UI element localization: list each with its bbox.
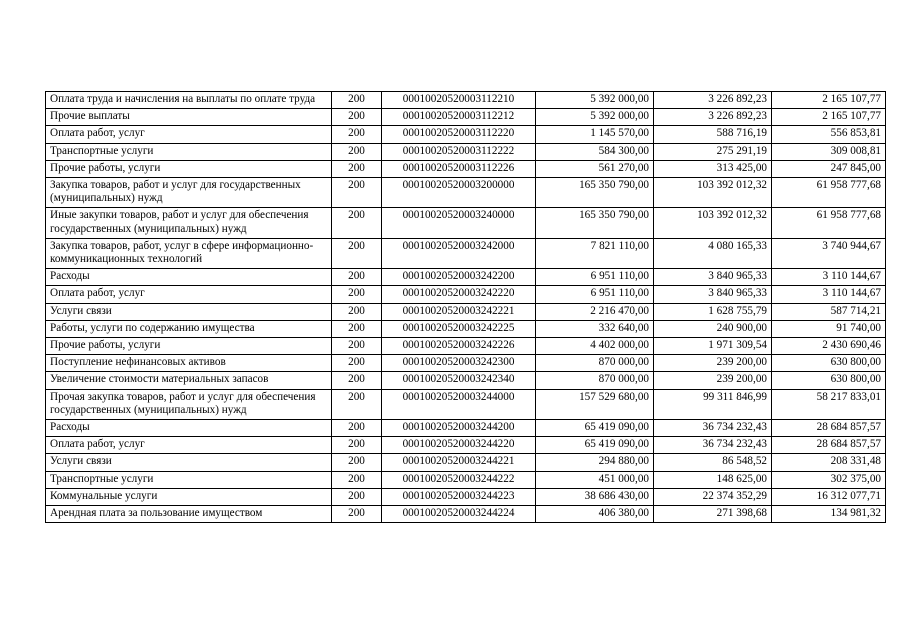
classification-code-cell: 00010020520003244200: [382, 420, 536, 437]
table-row: [46, 160, 886, 177]
line-code-cell: 200: [332, 269, 382, 286]
expense-name-cell: Расходы: [46, 420, 332, 437]
classification-code-cell: 00010020520003244223: [382, 488, 536, 505]
executed-amount-cell: 588 716,19: [654, 126, 772, 143]
executed-amount-cell: 240 900,00: [654, 320, 772, 337]
executed-amount-cell: 313 425,00: [654, 160, 772, 177]
classification-code-cell: 00010020520003242200: [382, 269, 536, 286]
approved-amount-cell: 7 821 110,00: [536, 238, 654, 268]
expense-name-cell: Транспортные услуги: [46, 143, 332, 160]
classification-code-cell: 00010020520003112226: [382, 160, 536, 177]
executed-amount-cell: 3 840 965,33: [654, 269, 772, 286]
line-code-cell: 200: [332, 454, 382, 471]
classification-code-cell: 00010020520003240000: [382, 208, 536, 238]
executed-amount-cell: 86 548,52: [654, 454, 772, 471]
executed-amount-cell: 3 226 892,23: [654, 109, 772, 126]
table-row: [46, 437, 886, 454]
table-row: [46, 143, 886, 160]
line-code-cell: 200: [332, 238, 382, 268]
table-body: [46, 92, 886, 523]
unexecuted-amount-cell: 556 853,81: [772, 126, 886, 143]
approved-amount-cell: 165 350 790,00: [536, 178, 654, 208]
line-code-cell: 200: [332, 389, 382, 419]
executed-amount-cell: 99 311 846,99: [654, 389, 772, 419]
table-row: [46, 471, 886, 488]
executed-amount-cell: 22 374 352,29: [654, 488, 772, 505]
approved-amount-cell: 6 951 110,00: [536, 269, 654, 286]
approved-amount-cell: 294 880,00: [536, 454, 654, 471]
executed-amount-cell: 36 734 232,43: [654, 420, 772, 437]
expense-name-cell: Оплата работ, услуг: [46, 286, 332, 303]
classification-code-cell: 00010020520003244222: [382, 471, 536, 488]
approved-amount-cell: 4 402 000,00: [536, 338, 654, 355]
approved-amount-cell: 406 380,00: [536, 506, 654, 523]
expense-name-cell: Оплата работ, услуг: [46, 437, 332, 454]
executed-amount-cell: 1 628 755,79: [654, 303, 772, 320]
table-row: [46, 238, 886, 268]
approved-amount-cell: 65 419 090,00: [536, 420, 654, 437]
unexecuted-amount-cell: 2 165 107,77: [772, 92, 886, 109]
classification-code-cell: 00010020520003244000: [382, 389, 536, 419]
table-row: [46, 126, 886, 143]
classification-code-cell: 00010020520003242221: [382, 303, 536, 320]
unexecuted-amount-cell: 91 740,00: [772, 320, 886, 337]
unexecuted-amount-cell: 58 217 833,01: [772, 389, 886, 419]
classification-code-cell: 00010020520003112220: [382, 126, 536, 143]
executed-amount-cell: 271 398,68: [654, 506, 772, 523]
classification-code-cell: 00010020520003112210: [382, 92, 536, 109]
classification-code-cell: 00010020520003242225: [382, 320, 536, 337]
approved-amount-cell: 2 216 470,00: [536, 303, 654, 320]
classification-code-cell: 00010020520003242000: [382, 238, 536, 268]
line-code-cell: 200: [332, 488, 382, 505]
classification-code-cell: 00010020520003244220: [382, 437, 536, 454]
line-code-cell: 200: [332, 208, 382, 238]
expense-name-cell: Оплата работ, услуг: [46, 126, 332, 143]
table-row: [46, 454, 886, 471]
executed-amount-cell: 4 080 165,33: [654, 238, 772, 268]
expense-name-cell: Расходы: [46, 269, 332, 286]
classification-code-cell: 00010020520003242226: [382, 338, 536, 355]
executed-amount-cell: 103 392 012,32: [654, 208, 772, 238]
expense-name-cell: Работы, услуги по содержанию имущества: [46, 320, 332, 337]
unexecuted-amount-cell: 61 958 777,68: [772, 208, 886, 238]
executed-amount-cell: 275 291,19: [654, 143, 772, 160]
classification-code-cell: 00010020520003244224: [382, 506, 536, 523]
approved-amount-cell: 451 000,00: [536, 471, 654, 488]
expense-name-cell: Коммунальные услуги: [46, 488, 332, 505]
table-row: [46, 488, 886, 505]
line-code-cell: 200: [332, 437, 382, 454]
line-code-cell: 200: [332, 109, 382, 126]
table-row: [46, 320, 886, 337]
expense-name-cell: Оплата труда и начисления на выплаты по оплате труда: [46, 92, 332, 109]
table-row: [46, 269, 886, 286]
expense-name-cell: Увеличение стоимости материальных запасов: [46, 372, 332, 389]
unexecuted-amount-cell: 630 800,00: [772, 355, 886, 372]
unexecuted-amount-cell: 3 740 944,67: [772, 238, 886, 268]
line-code-cell: 200: [332, 372, 382, 389]
line-code-cell: 200: [332, 143, 382, 160]
executed-amount-cell: 1 971 309,54: [654, 338, 772, 355]
line-code-cell: 200: [332, 178, 382, 208]
line-code-cell: 200: [332, 420, 382, 437]
line-code-cell: 200: [332, 320, 382, 337]
table-row: [46, 303, 886, 320]
expense-name-cell: Закупка товаров, работ и услуг для государственных (муниципальных) нужд: [46, 178, 332, 208]
budget-execution-table: [45, 91, 886, 523]
expense-name-cell: Прочие работы, услуги: [46, 338, 332, 355]
approved-amount-cell: 584 300,00: [536, 143, 654, 160]
expense-name-cell: Закупка товаров, работ, услуг в сфере информационно-коммуникационных технологий: [46, 238, 332, 268]
executed-amount-cell: 239 200,00: [654, 372, 772, 389]
approved-amount-cell: 157 529 680,00: [536, 389, 654, 419]
classification-code-cell: 00010020520003112222: [382, 143, 536, 160]
executed-amount-cell: 239 200,00: [654, 355, 772, 372]
line-code-cell: 200: [332, 338, 382, 355]
table-row: [46, 178, 886, 208]
classification-code-cell: 00010020520003242340: [382, 372, 536, 389]
approved-amount-cell: 38 686 430,00: [536, 488, 654, 505]
table-row: [46, 506, 886, 523]
unexecuted-amount-cell: 28 684 857,57: [772, 420, 886, 437]
table-row: [46, 92, 886, 109]
expense-name-cell: Прочая закупка товаров, работ и услуг для обеспечения государственных (муниципальных) нужд: [46, 389, 332, 419]
table-row: [46, 420, 886, 437]
executed-amount-cell: 3 226 892,23: [654, 92, 772, 109]
table-row: [46, 389, 886, 419]
unexecuted-amount-cell: 309 008,81: [772, 143, 886, 160]
classification-code-cell: 00010020520003112212: [382, 109, 536, 126]
expense-name-cell: Услуги связи: [46, 303, 332, 320]
approved-amount-cell: 5 392 000,00: [536, 92, 654, 109]
line-code-cell: 200: [332, 506, 382, 523]
line-code-cell: 200: [332, 286, 382, 303]
expense-name-cell: Прочие работы, услуги: [46, 160, 332, 177]
table-row: [46, 355, 886, 372]
expense-name-cell: Арендная плата за пользование имуществом: [46, 506, 332, 523]
table-row: [46, 338, 886, 355]
line-code-cell: 200: [332, 303, 382, 320]
approved-amount-cell: 5 392 000,00: [536, 109, 654, 126]
approved-amount-cell: 6 951 110,00: [536, 286, 654, 303]
executed-amount-cell: 3 840 965,33: [654, 286, 772, 303]
table-row: [46, 109, 886, 126]
unexecuted-amount-cell: 3 110 144,67: [772, 269, 886, 286]
expense-name-cell: Поступление нефинансовых активов: [46, 355, 332, 372]
unexecuted-amount-cell: 630 800,00: [772, 372, 886, 389]
line-code-cell: 200: [332, 355, 382, 372]
classification-code-cell: 00010020520003242220: [382, 286, 536, 303]
classification-code-cell: 00010020520003242300: [382, 355, 536, 372]
approved-amount-cell: 561 270,00: [536, 160, 654, 177]
unexecuted-amount-cell: 134 981,32: [772, 506, 886, 523]
unexecuted-amount-cell: 247 845,00: [772, 160, 886, 177]
classification-code-cell: 00010020520003200000: [382, 178, 536, 208]
table-row: [46, 372, 886, 389]
line-code-cell: 200: [332, 471, 382, 488]
unexecuted-amount-cell: 3 110 144,67: [772, 286, 886, 303]
unexecuted-amount-cell: 16 312 077,71: [772, 488, 886, 505]
unexecuted-amount-cell: 28 684 857,57: [772, 437, 886, 454]
expense-name-cell: Иные закупки товаров, работ и услуг для обеспечения государственных (муниципальных) нужд: [46, 208, 332, 238]
table-row: [46, 286, 886, 303]
unexecuted-amount-cell: 61 958 777,68: [772, 178, 886, 208]
line-code-cell: 200: [332, 92, 382, 109]
approved-amount-cell: 65 419 090,00: [536, 437, 654, 454]
executed-amount-cell: 148 625,00: [654, 471, 772, 488]
approved-amount-cell: 870 000,00: [536, 372, 654, 389]
approved-amount-cell: 332 640,00: [536, 320, 654, 337]
executed-amount-cell: 36 734 232,43: [654, 437, 772, 454]
unexecuted-amount-cell: 208 331,48: [772, 454, 886, 471]
approved-amount-cell: 1 145 570,00: [536, 126, 654, 143]
table-row: [46, 208, 886, 238]
unexecuted-amount-cell: 2 165 107,77: [772, 109, 886, 126]
approved-amount-cell: 870 000,00: [536, 355, 654, 372]
line-code-cell: 200: [332, 126, 382, 143]
classification-code-cell: 00010020520003244221: [382, 454, 536, 471]
unexecuted-amount-cell: 587 714,21: [772, 303, 886, 320]
expense-name-cell: Прочие выплаты: [46, 109, 332, 126]
expense-name-cell: Услуги связи: [46, 454, 332, 471]
unexecuted-amount-cell: 302 375,00: [772, 471, 886, 488]
approved-amount-cell: 165 350 790,00: [536, 208, 654, 238]
expense-name-cell: Транспортные услуги: [46, 471, 332, 488]
line-code-cell: 200: [332, 160, 382, 177]
executed-amount-cell: 103 392 012,32: [654, 178, 772, 208]
unexecuted-amount-cell: 2 430 690,46: [772, 338, 886, 355]
